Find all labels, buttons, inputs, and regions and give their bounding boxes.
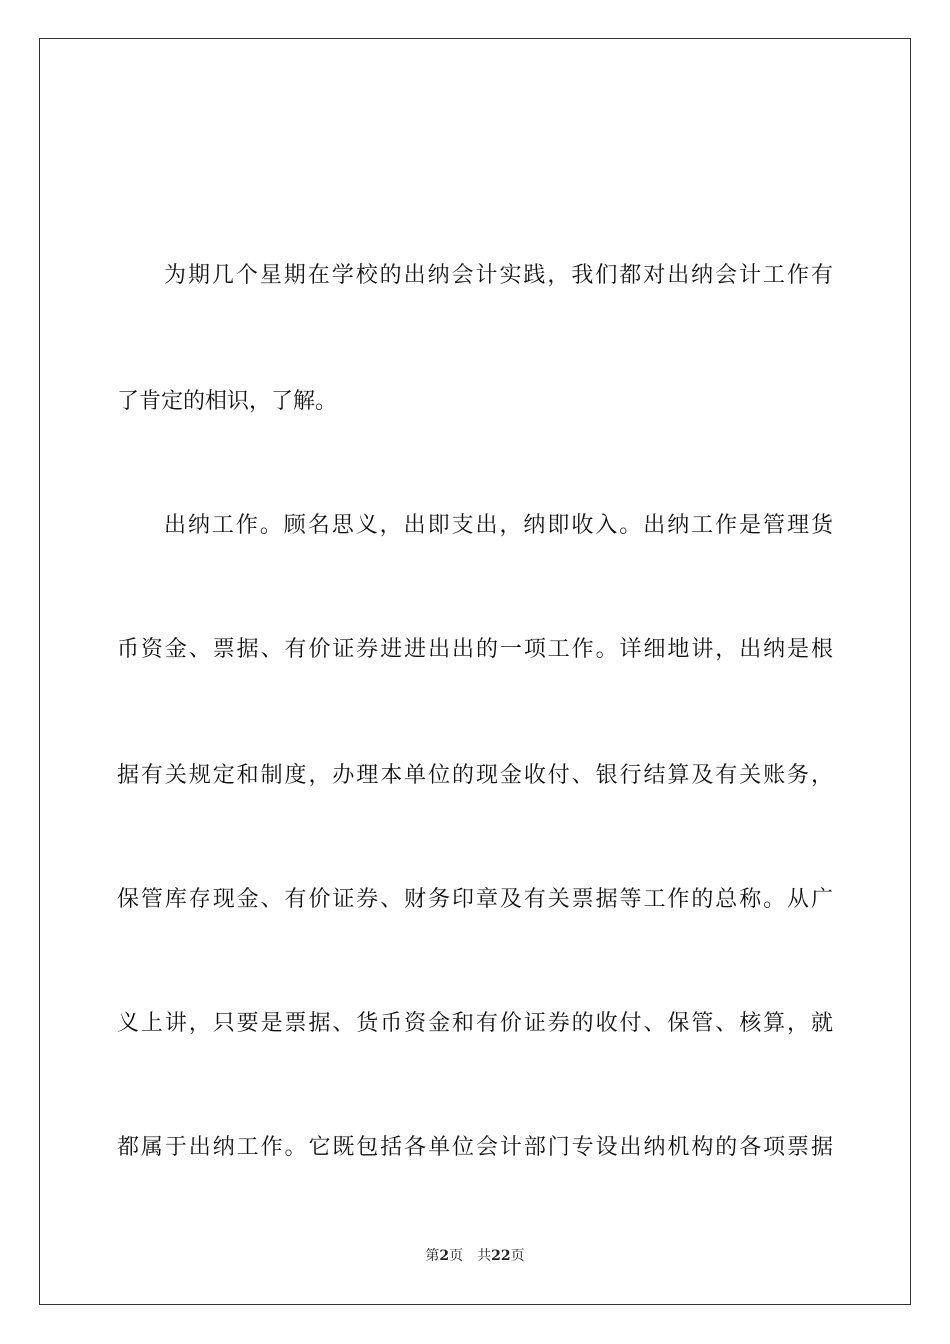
paragraph-line: 都属于出纳工作。它既包括各单位会计部门专设出纳机构的各项票据 bbox=[117, 1135, 833, 1160]
total-unit: 页 bbox=[510, 1248, 525, 1264]
paragraph-line: 保管库存现金、有价证券、财务印章及有关票据等工作的总称。从广 bbox=[117, 887, 833, 912]
page-prefix: 第 bbox=[425, 1248, 440, 1264]
total-prefix: 共 bbox=[477, 1248, 492, 1264]
page-border bbox=[39, 38, 911, 1305]
page-footer bbox=[0, 1246, 950, 1266]
paragraph-line: 了肯定的相识，了解。 bbox=[117, 389, 338, 414]
paragraph-line: 币资金、票据、有价证券进进出出的一项工作。详细地讲，出纳是根 bbox=[117, 637, 833, 662]
paragraph-line: 为期几个星期在学校的出纳会计实践，我们都对出纳会计工作有 bbox=[164, 263, 833, 288]
paragraph-line: 义上讲，只要是票据、货币资金和有价证券的收付、保管、核算，就 bbox=[117, 1011, 833, 1036]
page-unit: 页 bbox=[449, 1248, 464, 1264]
page-number: 2 bbox=[439, 1248, 450, 1264]
total-pages: 22 bbox=[491, 1248, 511, 1264]
paragraph-line: 出纳工作。顾名思义，出即支出，纳即收入。出纳工作是管理货 bbox=[164, 513, 833, 538]
paragraph-line: 据有关规定和制度，办理本单位的现金收付、银行结算及有关账务， bbox=[117, 763, 833, 788]
